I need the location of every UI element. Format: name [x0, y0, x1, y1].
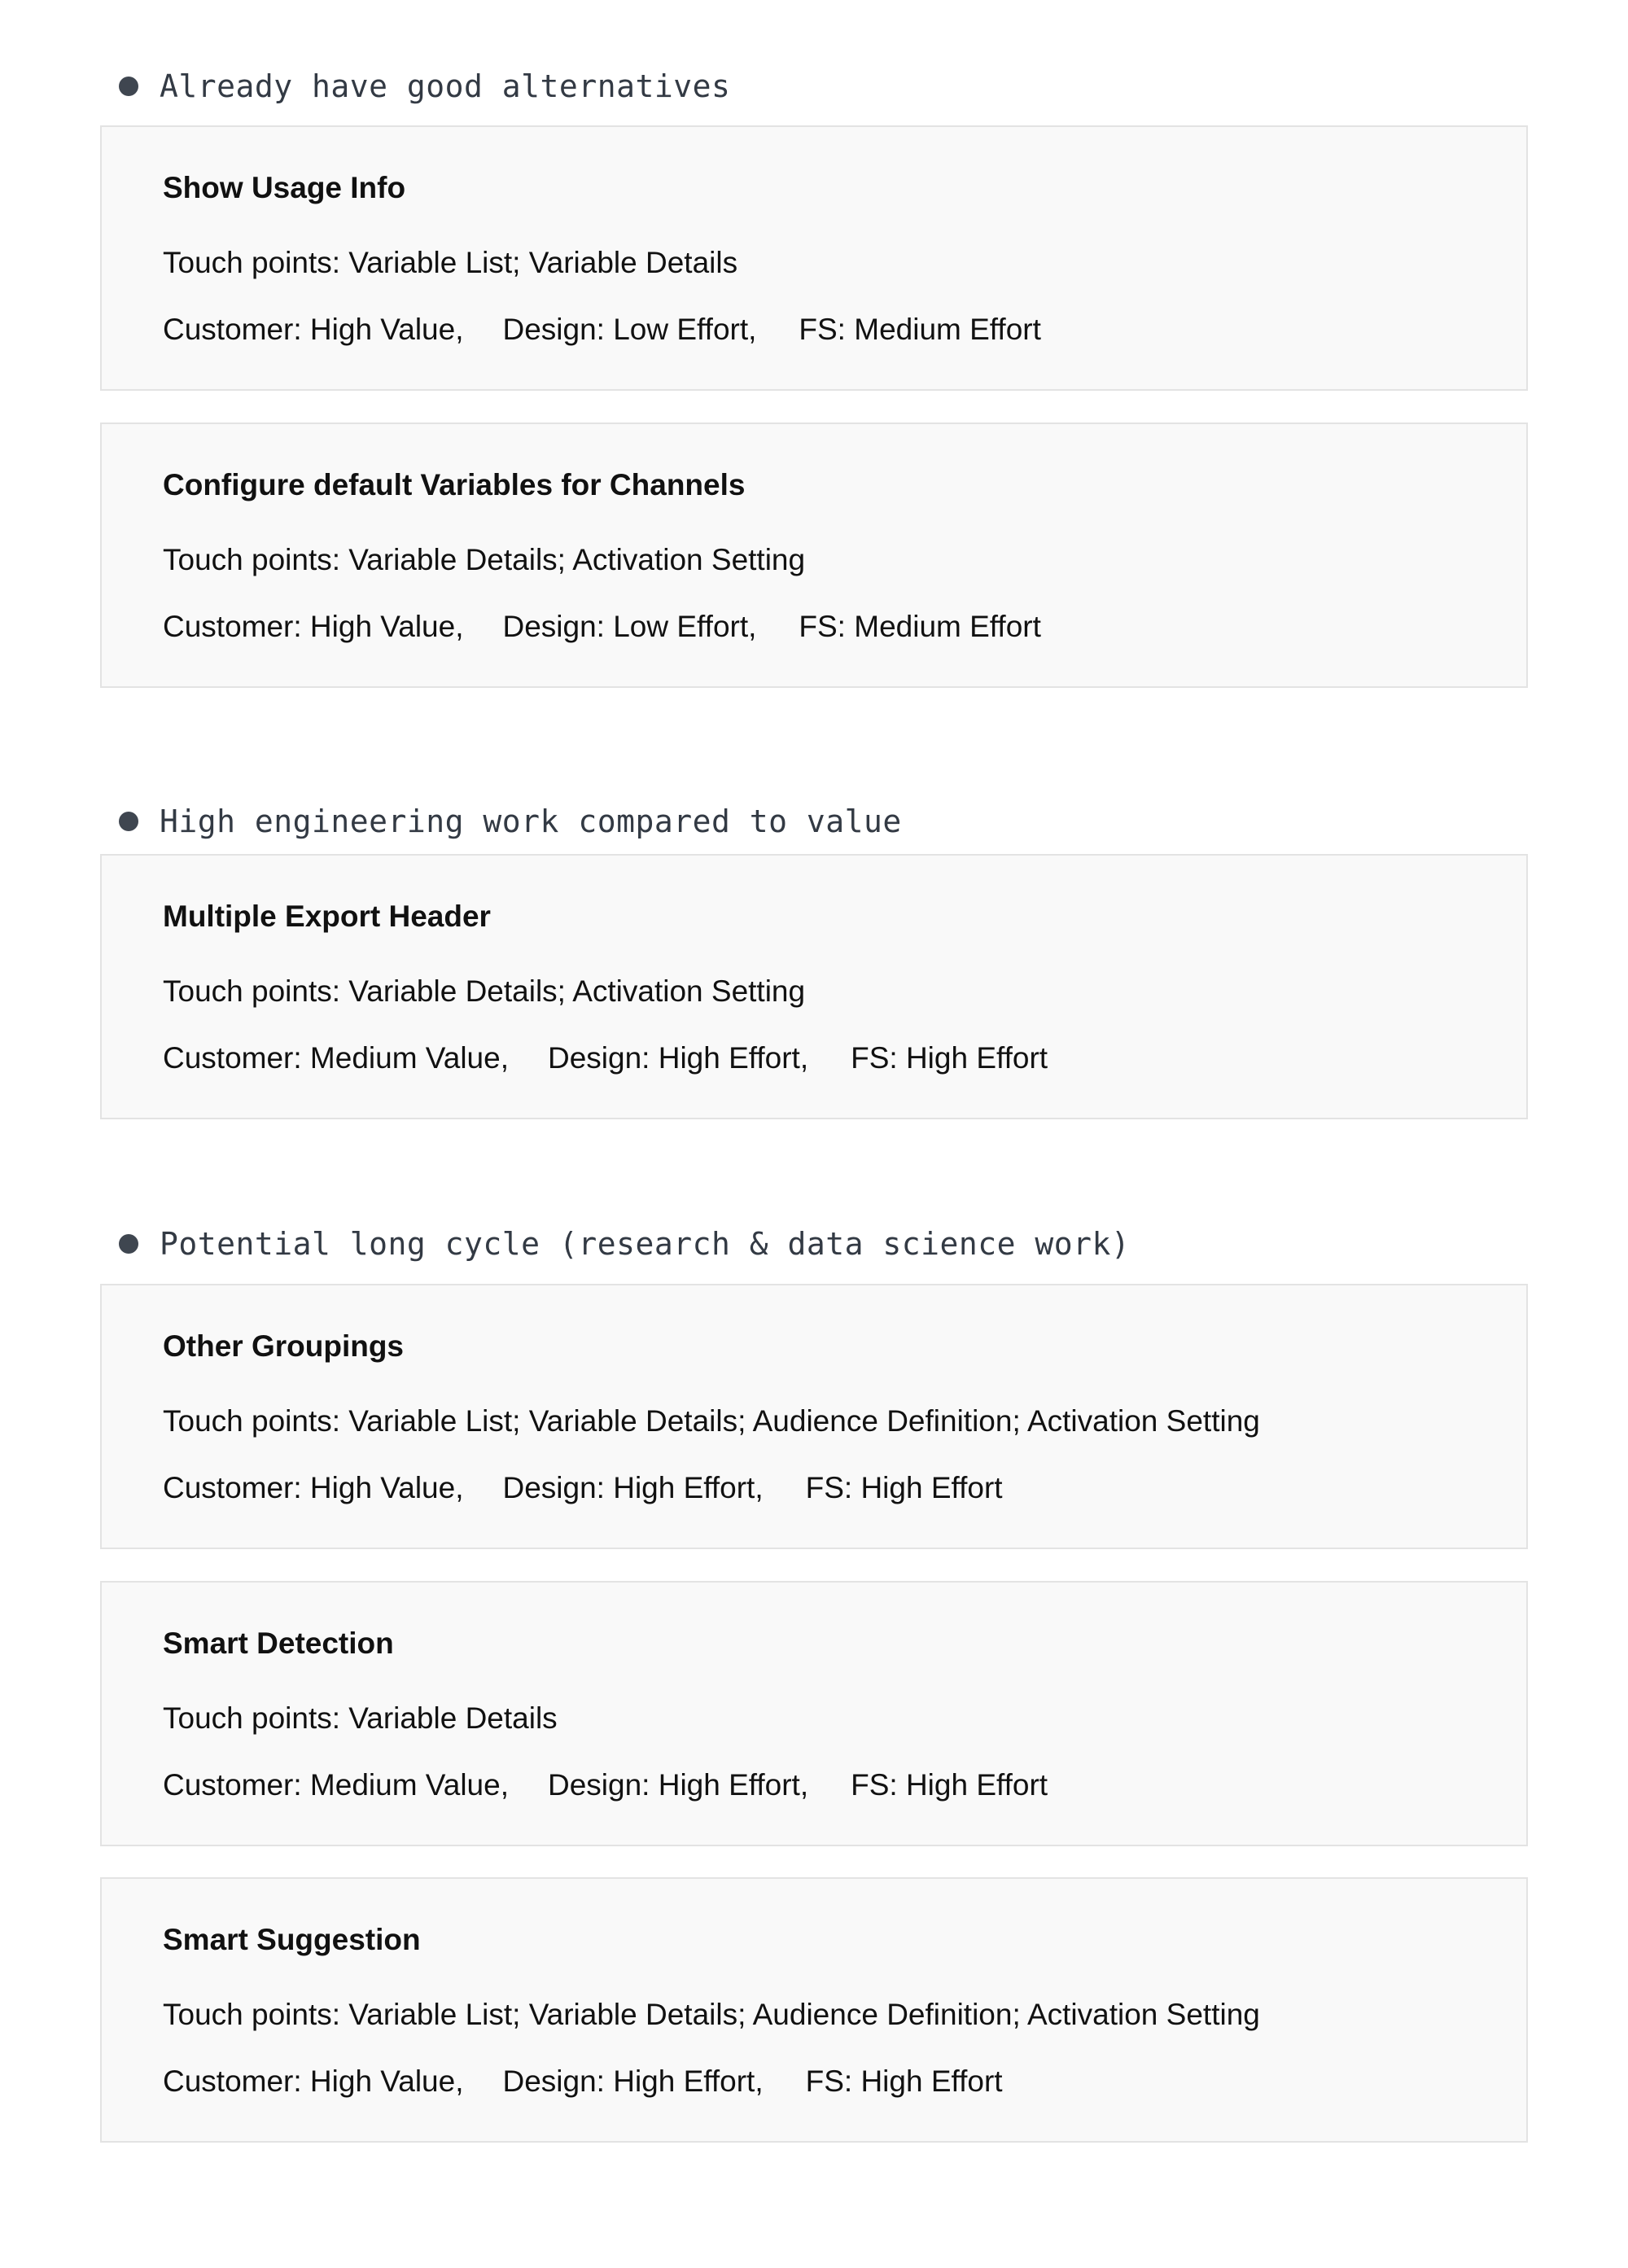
metric-fs: FS: High Effort	[805, 1471, 1003, 1504]
card-title: Smart Suggestion	[163, 1923, 421, 1956]
card-metrics	[163, 1471, 1003, 1505]
feature-card-smart-suggestion	[100, 1877, 1528, 2143]
metric-fs: FS: High Effort	[805, 2064, 1003, 2098]
metric-design: Design: High Effort,	[502, 2064, 764, 2098]
card-title: Show Usage Info	[163, 171, 406, 204]
metric-design: Design: Low Effort,	[502, 313, 757, 346]
card-metrics	[163, 610, 1041, 644]
metric-customer: Customer: Medium Value,	[163, 1041, 509, 1075]
card-touch-points: Touch points: Variable List; Variable Details; Audience Definition; Activation Setting	[163, 1998, 1260, 2031]
metric-fs: FS: High Effort	[851, 1041, 1048, 1075]
card-metrics	[163, 2064, 1003, 2099]
feature-card-show-usage-info	[100, 125, 1528, 391]
card-title: Other Groupings	[163, 1329, 404, 1363]
metric-customer: Customer: High Value,	[163, 1471, 464, 1504]
metric-customer: Customer: Medium Value,	[163, 1768, 509, 1802]
card-metrics	[163, 1041, 1048, 1075]
metric-design: Design: High Effort,	[502, 1471, 764, 1504]
section-heading-long-cycle	[119, 1226, 1130, 1262]
card-touch-points: Touch points: Variable Details; Activation Setting	[163, 974, 806, 1008]
metric-customer: Customer: High Value,	[163, 313, 464, 346]
card-touch-points: Touch points: Variable List; Variable Details	[163, 246, 738, 279]
metric-fs: FS: Medium Effort	[799, 313, 1041, 346]
feature-card-other-groupings	[100, 1284, 1528, 1549]
card-touch-points: Touch points: Variable List; Variable Details; Audience Definition; Activation Setting	[163, 1404, 1260, 1438]
card-title: Multiple Export Header	[163, 900, 491, 933]
section-heading-alternatives	[119, 68, 730, 104]
card-touch-points: Touch points: Variable Details; Activation Setting	[163, 543, 806, 576]
metric-customer: Customer: High Value,	[163, 610, 464, 643]
bullet-icon	[119, 77, 138, 96]
feature-card-configure-default-variables	[100, 423, 1528, 688]
card-title: Smart Detection	[163, 1627, 394, 1660]
feature-card-smart-detection	[100, 1581, 1528, 1846]
section-heading-text: Potential long cycle (research & data science work)	[160, 1226, 1131, 1262]
bullet-icon	[119, 1234, 138, 1254]
metric-fs: FS: High Effort	[851, 1768, 1048, 1802]
card-title: Configure default Variables for Channels	[163, 468, 746, 501]
card-touch-points: Touch points: Variable Details	[163, 1701, 558, 1735]
metric-fs: FS: Medium Effort	[799, 610, 1041, 643]
bullet-icon	[119, 812, 138, 831]
metric-design: Design: High Effort,	[547, 1041, 809, 1075]
metric-design: Design: Low Effort,	[502, 610, 757, 643]
section-heading-text: Already have good alternatives	[160, 68, 731, 104]
section-heading-high-engineering	[119, 803, 902, 839]
section-heading-text: High engineering work compared to value	[160, 803, 902, 839]
metric-customer: Customer: High Value,	[163, 2064, 464, 2098]
feature-card-multiple-export-header	[100, 854, 1528, 1119]
card-metrics	[163, 1768, 1048, 1802]
card-metrics	[163, 313, 1041, 347]
metric-design: Design: High Effort,	[547, 1768, 809, 1802]
